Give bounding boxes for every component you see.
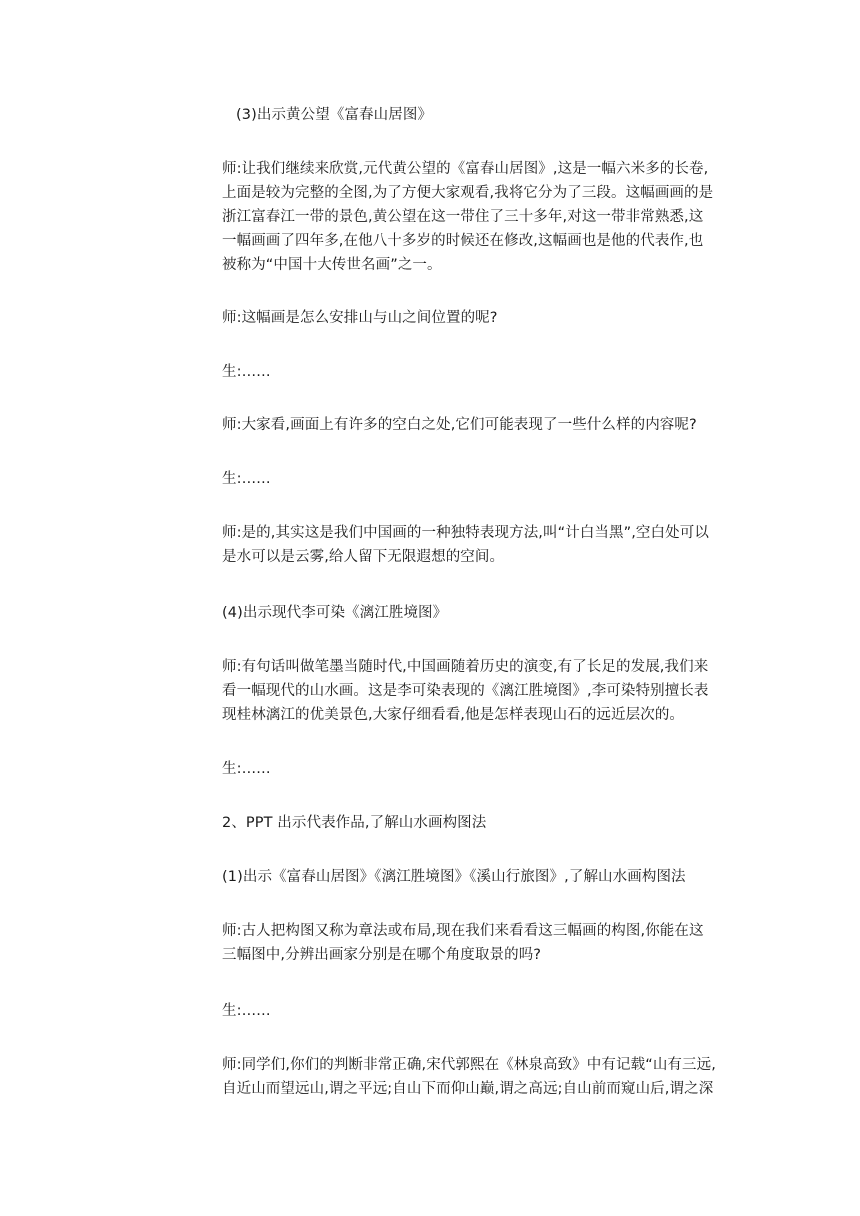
paragraph-line: 师:让我们继续来欣赏,元代黄公望的《富春山居图》,这是一幅六米多的长卷, — [222, 161, 709, 177]
paragraph-line: 看一幅现代的山水画。这是李可染表现的《漓江胜境图》,李可染特别擅长表 — [222, 683, 709, 699]
paragraph-line: 师:这幅画是怎么安排山与山之间位置的呢? — [222, 310, 498, 326]
section-heading-2: 2、PPT 出示代表作品,了解山水画构图法 — [222, 815, 487, 831]
paragraph-line: 自近山而望远山,谓之平远;自山下而仰山巅,谓之高远;自山前而窥山后,谓之深 — [222, 1081, 714, 1097]
paragraph-line: 生:…… — [222, 471, 271, 487]
paragraph-line: 三幅图中,分辨出画家分别是在哪个角度取景的吗? — [222, 947, 542, 963]
paragraph-line: 师:大家看,画面上有许多的空白之处,它们可能表现了一些什么样的内容呢? — [222, 417, 697, 433]
paragraph-line: 上面是较为完整的全图,为了方便大家观看,我将它分为了三段。这幅画画的是 — [222, 185, 714, 201]
paragraph-line: 现桂林漓江的优美景色,大家仔细看看,他是怎样表现山石的远近层次的。 — [222, 707, 685, 723]
paragraph-line: 师:同学们,你们的判断非常正确,宋代郭熙在《林泉高致》中有记载“山有三远, — [222, 1057, 716, 1073]
paragraph-line: 师:有句话叫做笔墨当随时代,中国画随着历史的演变,有了长足的发展,我们来 — [222, 659, 709, 675]
section-heading-3: (3)出示黄公望《富春山居图》 — [236, 107, 433, 123]
paragraph-line: 师:古人把构图又称为章法或布局,现在我们来看看这三幅画的构图,你能在这 — [222, 923, 704, 939]
paragraph-line: 生:…… — [222, 364, 271, 380]
paragraph-line: 被称为“中国十大传世名画”之一。 — [222, 257, 442, 273]
paragraph-line: 一幅画画了四年多,在他八十多岁的时候还在修改,这幅画也是他的代表作,也 — [222, 233, 704, 249]
paragraph-line: 是水可以是云雾,给人留下无限遐想的空间。 — [222, 549, 505, 565]
paragraph-line: 生:…… — [222, 761, 271, 777]
section-heading-1: (1)出示《富春山居图》《漓江胜境图》《溪山行旅图》,了解山水画构图法 — [222, 869, 686, 885]
section-heading-4: (4)出示现代李可染《漓江胜境图》 — [222, 605, 448, 621]
paragraph-line: 浙江富春江一带的景色,黄公望在这一带住了三十多年,对这一带非常熟悉,这 — [222, 209, 704, 225]
paragraph-line: 师:是的,其实这是我们中国画的一种独特表现方法,叫“计白当黑”,空白处可以 — [222, 525, 709, 541]
paragraph-line: 生:…… — [222, 1003, 271, 1019]
